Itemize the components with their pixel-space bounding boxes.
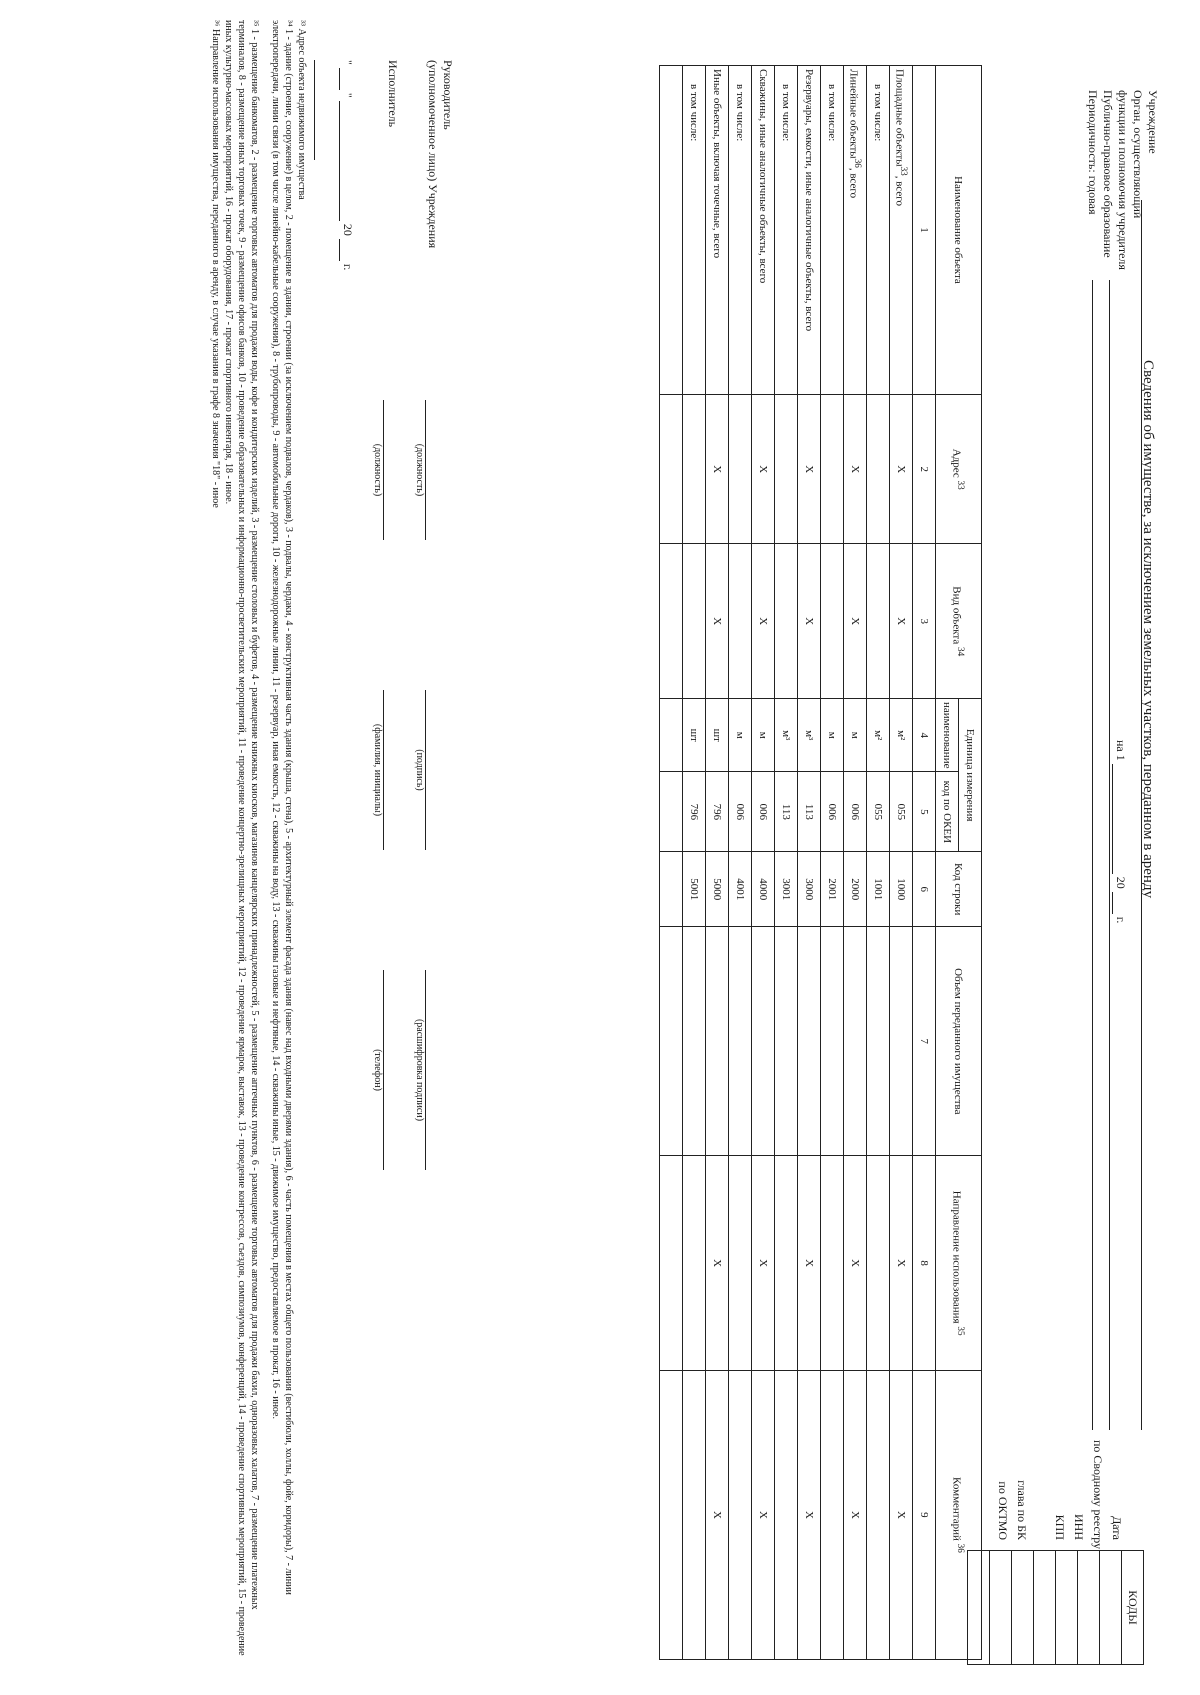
row-volume[interactable]: [867, 927, 890, 1156]
label-kpp: КПП: [1053, 1514, 1067, 1540]
header-labels: [1085, 90, 1160, 650]
row-name: в том числе:: [775, 66, 798, 395]
row-okei: 796: [683, 772, 706, 852]
row-comment[interactable]: [867, 1370, 890, 1659]
row-kind[interactable]: [729, 544, 752, 699]
table-row: [867, 66, 890, 1660]
row-volume[interactable]: [752, 927, 775, 1156]
sign-year-blank[interactable]: [339, 239, 355, 261]
colnum: 2: [913, 394, 936, 544]
th-unit-name: наименование: [936, 698, 959, 771]
row-okei: 055: [890, 772, 913, 852]
row-comment: X: [706, 1370, 729, 1659]
row-direction[interactable]: [729, 1156, 752, 1370]
row-kind[interactable]: [821, 544, 844, 699]
row-kind[interactable]: [867, 544, 890, 699]
row-unit: м: [752, 698, 775, 771]
th-unit-code: код по ОКЕИ: [936, 772, 959, 852]
row-unit: м³: [775, 698, 798, 771]
codes-table: [967, 1550, 1144, 1665]
codes-header: КОДЫ: [1122, 1551, 1144, 1665]
sign-month-blank[interactable]: [339, 101, 355, 221]
table-row: [775, 66, 798, 1660]
row-code: 4000: [752, 852, 775, 927]
row-kind: X: [798, 544, 821, 699]
row-address: X: [844, 394, 867, 544]
th-direction: Направление использования $^{35}$: [936, 1156, 982, 1370]
row-direction: X: [890, 1156, 913, 1370]
row-name: в том числе:: [867, 66, 890, 395]
th-unit: Единица измерения: [959, 698, 982, 851]
row-name: в том числе:: [683, 66, 706, 395]
institution-line[interactable]: [1141, 200, 1142, 1430]
colnum: 5: [913, 772, 936, 852]
row-unit: м³: [798, 698, 821, 771]
row-volume[interactable]: [706, 927, 729, 1156]
row-code: 5001: [683, 852, 706, 927]
row-unit: м²: [867, 698, 890, 771]
row-address[interactable]: [729, 394, 752, 544]
table-body: [683, 66, 913, 1660]
row-direction: X: [844, 1156, 867, 1370]
codes-labels: [991, 1440, 1124, 1550]
row-unit: м: [729, 698, 752, 771]
row-comment: X: [798, 1370, 821, 1659]
table-row: [844, 66, 867, 1660]
code-cell-blank[interactable]: [1012, 1551, 1034, 1665]
row-direction[interactable]: [683, 1156, 706, 1370]
row-kind: X: [844, 544, 867, 699]
colnum: 7: [913, 927, 936, 1156]
row-name: Скважины, иные аналогичные объекты, всего: [752, 66, 775, 395]
footnotes: [209, 20, 308, 1660]
date-day-blank[interactable]: [1112, 764, 1128, 874]
code-cell-inn[interactable]: [1056, 1551, 1078, 1665]
label-organ: Орган, осуществляющий: [1131, 90, 1145, 219]
row-okei: 006: [844, 772, 867, 852]
row-direction: X: [706, 1156, 729, 1370]
label-inn: ИНН: [1072, 1514, 1086, 1540]
colnum: 1: [913, 66, 936, 395]
head-position[interactable]: (должность): [414, 400, 440, 540]
th-kind: Вид объекта $^{34}$: [936, 544, 982, 699]
row-unit: шт: [706, 698, 729, 771]
row-okei: 006: [752, 772, 775, 852]
colnum: 3: [913, 544, 936, 699]
th-row-code: Код строки: [936, 852, 982, 927]
footnote-34: ³⁴ 1 - здание (строение, сооружение) в целом, 2 - помещение в здании, строении (за исключением подвалов, чердаков), 3 - подвалы, чердаки, 4 - конструктивная часть здания (крыша, стена), 5 - архитектурный элемент фасада здания (навес над входными дверями здания), 6 - часть помещения в местах общего пользования (вестибюли, холлы, фойе, коридоры), 7 - линии электропередачи, линии связи (в том числе линейно-кабельные сооружения), 8 - трубопроводы, 9 - автомобильные дороги, 10 - железнодорожные линии, 11 - резервуар, иная емкость, 12 - скважины на воду, 13 - скважины газовые и нефтяные, 14 - скважины иные, 15 - движимое имущество, предоставляемое в прокат, 16 - иное.: [270, 20, 294, 1595]
label-oktmo: по ОКТМО: [996, 1481, 1010, 1540]
row-code: 4001: [729, 852, 752, 927]
row-okei: 113: [798, 772, 821, 852]
row-code: 1001: [867, 852, 890, 927]
footnote-36: ³⁶ Направление использования имущества, переданного в аренду, в случае указания в графе 8 значения "18" - иное: [210, 20, 221, 508]
row-kind[interactable]: [683, 544, 706, 699]
row-volume[interactable]: [729, 927, 752, 1156]
row-name: в том числе:: [729, 66, 752, 395]
row-name: Площадные объекты$^{33}$, всего: [890, 66, 913, 395]
head-sign[interactable]: (подпись): [414, 690, 440, 850]
property-table: [659, 65, 982, 1660]
row-address: X: [890, 394, 913, 544]
th-name: Наименование объекта: [936, 66, 982, 395]
page-title: Сведения об имуществе, за исключением земельных участков, переданном в аренду: [1140, 360, 1156, 899]
row-okei: 006: [821, 772, 844, 852]
label-public-entity: Публично-правовое образование: [1101, 90, 1115, 258]
row-volume[interactable]: [821, 927, 844, 1156]
row-volume[interactable]: [798, 927, 821, 1156]
row-name: Линейные объекты$^{36}$, всего: [844, 66, 867, 395]
label-registry: по Сводному реестру: [1091, 1440, 1105, 1550]
row-comment: X: [890, 1370, 913, 1659]
colnum: 6: [913, 852, 936, 927]
table-row: [752, 66, 775, 1660]
table-row: [706, 66, 729, 1660]
date-year: 20: [1114, 876, 1128, 889]
row-kind[interactable]: [775, 544, 798, 699]
sign-date: " " 20 г.: [341, 60, 355, 271]
row-address[interactable]: [821, 394, 844, 544]
th-volume: Объем переданного имущества: [936, 927, 982, 1156]
footnote-35: ³⁵ 1 - размещение банкоматов, 2 - размещение торговых автоматов для продажи воды, кофе и кондитерских изделий, 3 - размещение столовых и буфетов, 4 - размещение книжных киосков, магазинов канцелярских принадлежностей, 5 - размещение аптечных пунктов, 6 - размещение торговых автоматов для продажи бахил, одноразовых халатов, 7 - размещение платежных терминалов, 8 - размещение иных торговых точек, 9 - размещение офисов банков, 10 - проведение образовательных и информационно-просветительских мероприятий, 11 - проведение концертно-зрелищных мероприятий, 12 - проведение ярмарок, выставок, 13 - проведение конгрессов, съездов, симпозиумов, конференций, 14 - проведение спортивных мероприятий, 15 - проведение иных культурно-массовых мероприятий, 16 - прокат оборудования, 17 - прокат спортивного инвентаря, 18 - иное.: [223, 20, 260, 1656]
row-code: 2000: [844, 852, 867, 927]
row-code: 3001: [775, 852, 798, 927]
row-volume[interactable]: [775, 927, 798, 1156]
row-okei: 055: [867, 772, 890, 852]
row-direction: X: [798, 1156, 821, 1370]
row-okei: 006: [729, 772, 752, 852]
code-cell-bk[interactable]: [990, 1551, 1012, 1665]
label-institution: Учреждение: [1146, 90, 1160, 154]
executor-label: Исполнитель: [386, 60, 400, 128]
empty-row: [660, 66, 683, 1660]
row-code: 5000: [706, 852, 729, 927]
row-volume[interactable]: [683, 927, 706, 1156]
table-row: [890, 66, 913, 1660]
th-address: Адрес $^{33}$: [936, 394, 982, 544]
column-numbers-row: [913, 66, 936, 1660]
row-address[interactable]: [775, 394, 798, 544]
row-comment[interactable]: [775, 1370, 798, 1659]
label-blank: [1029, 1440, 1048, 1540]
row-comment[interactable]: [683, 1370, 706, 1659]
row-unit: м²: [890, 698, 913, 771]
row-direction[interactable]: [821, 1156, 844, 1370]
executor-fio[interactable]: (фамилия, инициалы): [372, 690, 398, 850]
table-row: [683, 66, 706, 1660]
row-address: X: [706, 394, 729, 544]
executor-position[interactable]: (должность): [372, 400, 398, 540]
organ-line[interactable]: [1109, 280, 1110, 1430]
row-okei: 113: [775, 772, 798, 852]
row-address: X: [752, 394, 775, 544]
row-kind: X: [890, 544, 913, 699]
public-entity-line[interactable]: [1092, 280, 1093, 1430]
row-volume[interactable]: [890, 927, 913, 1156]
row-direction: X: [752, 1156, 775, 1370]
row-kind: X: [706, 544, 729, 699]
row-address[interactable]: [683, 394, 706, 544]
date-year-blank[interactable]: [1112, 892, 1128, 914]
row-comment: X: [844, 1370, 867, 1659]
row-name: Иные объекты, включая точечные, всего: [706, 66, 729, 395]
row-direction[interactable]: [775, 1156, 798, 1370]
date-prefix: на 1: [1114, 740, 1128, 761]
row-volume[interactable]: [844, 927, 867, 1156]
row-address: X: [798, 394, 821, 544]
row-comment: X: [752, 1370, 775, 1659]
head-decode[interactable]: (расшифровка подписи): [414, 970, 440, 1170]
row-direction[interactable]: [867, 1156, 890, 1370]
row-kind: X: [752, 544, 775, 699]
label-functions: функции и полномочия учредителя: [1116, 90, 1130, 270]
row-unit: м: [821, 698, 844, 771]
row-comment[interactable]: [729, 1370, 752, 1659]
sign-day-blank[interactable]: [339, 68, 355, 90]
label-bk: глава по БК: [1015, 1480, 1029, 1540]
label-periodicity: Периодичность: годовая: [1086, 90, 1100, 215]
row-unit: шт: [683, 698, 706, 771]
row-okei: 796: [706, 772, 729, 852]
colnum: 9: [913, 1370, 936, 1659]
footnote-separator: [314, 60, 315, 160]
label-date: Дата: [1110, 1516, 1124, 1540]
row-unit: м: [844, 698, 867, 771]
footnote-33: ³³ Адрес объекта недвижимого имущества: [296, 20, 307, 200]
table-row: [729, 66, 752, 1660]
code-cell-kpp[interactable]: [1034, 1551, 1056, 1665]
row-name: Резервуары, емкости, иные аналогичные объекты, всего: [798, 66, 821, 395]
code-cell-date[interactable]: [1100, 1551, 1122, 1665]
colnum: 8: [913, 1156, 936, 1370]
table-row: [821, 66, 844, 1660]
row-name: в том числе:: [821, 66, 844, 395]
row-code: 3000: [798, 852, 821, 927]
head-label: Руководитель: [441, 60, 455, 130]
row-address[interactable]: [867, 394, 890, 544]
date-suffix: г.: [1114, 916, 1128, 924]
colnum: 4: [913, 698, 936, 771]
th-comment: Комментарий $^{36}$: [936, 1370, 982, 1659]
head-label-2: (уполномоченное лицо) Учреждения: [426, 60, 440, 249]
row-code: 1000: [890, 852, 913, 927]
report-date: [1112, 740, 1128, 923]
code-cell-registry[interactable]: [1078, 1551, 1100, 1665]
row-code: 2001: [821, 852, 844, 927]
row-comment[interactable]: [821, 1370, 844, 1659]
table-row: [798, 66, 821, 1660]
executor-phone[interactable]: (телефон): [372, 970, 398, 1170]
